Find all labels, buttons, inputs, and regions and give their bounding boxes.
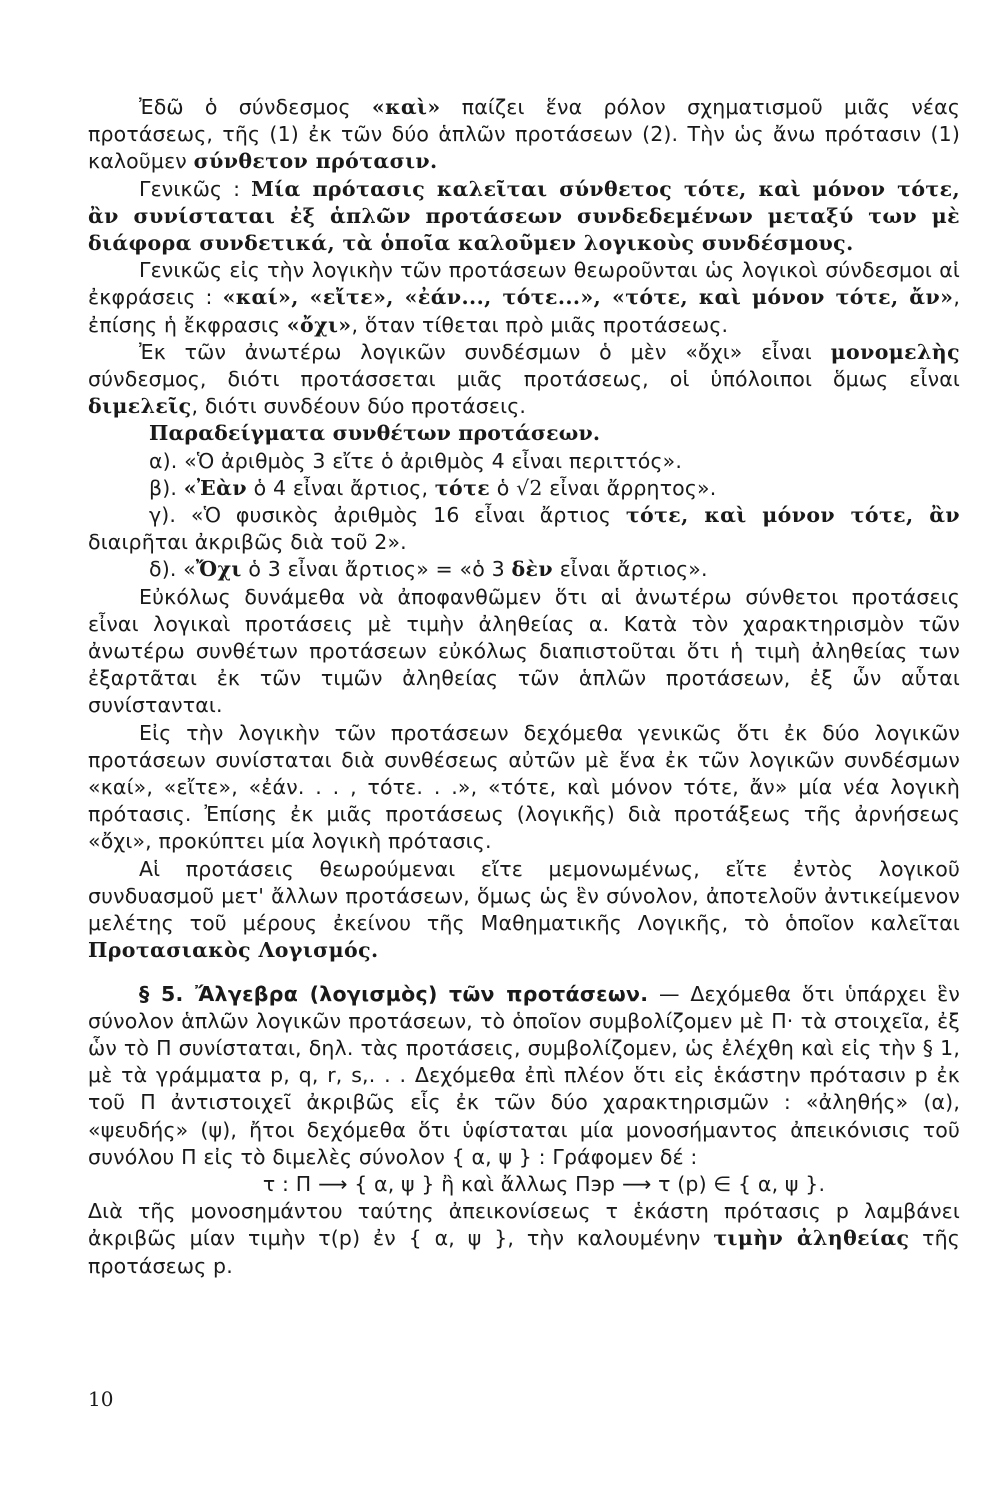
paragraph-6: Εἰς τὴν λογικὴν τῶν προτάσεων δεχόμεθα γενικῶς ὅτι ἐκ δύο λογικῶν προτάσεων συνίσταται διὰ συνθέσεως αὐτῶν μὲ ἕνα ἐκ τῶν λογικῶν συνδέσμων «καί», «εἴτε», «ἐάν. . . , τότε. . .», «τότε, καὶ μόνον τότε, ἄν» μία νέα λογικὴ πρότασις. Ἐπίσης ἐκ μιᾶς προτάσεως (λογικῆς) διὰ προτάξεως τῆς ἀρνήσεως «ὄχι», προκύπτει μία λογικὴ πρότασις. xyxy=(88,720,960,854)
text-run: , διότι συνδέουν δύο προτάσεις. xyxy=(191,394,527,419)
bold-run: τότε, καὶ μόνον τότε, ἂν xyxy=(625,503,960,528)
bold-run: «Ἐὰν xyxy=(183,475,247,500)
paragraph-1 xyxy=(88,94,960,176)
text-run: , ὅταν τίθεται πρὸ μιᾶς προτάσεως. xyxy=(351,312,729,337)
bold-run: τιμὴν ἀληθείας xyxy=(713,1226,910,1251)
text-run: ὁ 3 εἶναι ἄρτιος» = «ὁ 3 xyxy=(241,557,512,582)
paragraph-7 xyxy=(88,856,960,965)
text-run: ὁ 4 εἶναι ἄρτιος, xyxy=(246,475,435,500)
text-run: γ). «Ὁ φυσικὸς ἀριθμὸς 16 εἶναι ἄρτιος xyxy=(149,503,626,528)
text-run: εἶναι ἄρτιος». xyxy=(553,557,708,582)
example-alpha: α). «Ὁ ἀριθμὸς 3 εἴτε ὁ ἀριθμὸς 4 εἶναι περιττός». xyxy=(149,448,683,473)
examples-heading: Παραδείγματα συνθέτων προτάσεων. xyxy=(149,421,601,446)
mapping-formula: τ : Π ⟶ { α, ψ } ἢ καὶ ἄλλως Πэр ⟶ τ (p) ∈ { α, ψ }. xyxy=(262,1171,826,1196)
paragraph-5: Εὐκόλως δυνάμεθα νὰ ἀποφανθῶμεν ὅτι αἱ ἀνωτέρω σύνθετοι προτάσεις εἶναι λογικαὶ προτάσεις μὲ τιμὴν ἀληθείας α. Κατὰ τὸν χαρακτηρισμὸν τῶν ἀνωτέρω συνθέτων προτάσεων εὐκόλως διαπιστοῦται ὅτι ἡ τιμὴ ἀληθείας των ἐξαρτᾶται ἐκ τῶν τιμῶν ἀληθείας τῶν ἁπλῶν προτάσεων, ἐξ ὧν αὗται συνίστανται. xyxy=(88,584,960,718)
text-run: Αἱ προτάσεις θεωρούμεναι εἴτε μεμονωμένως, εἴτε ἐντὸς λογικοῦ συνδυασμοῦ μετ' ἄλλων προτάσεων, ὅμως ὡς ἓν σύνολον, ἀποτελοῦν ἀντικείμενον μελέτης τοῦ μέρους ἐκείνου τῆς Μαθηματικῆς Λογικῆς, τὸ ὁποῖον καλεῖται xyxy=(88,856,960,936)
bold-run: τότε xyxy=(434,475,491,500)
paragraph-4 xyxy=(88,339,960,421)
text-run: διαιρῆται ἀκριβῶς διὰ τοῦ 2». xyxy=(88,530,407,555)
section-5-last-paragraph xyxy=(88,1198,960,1280)
text-run: Γενικῶς εἰς τὴν λογικὴν τῶν προτάσεων θεωροῦνται ὡς λογικοὶ σύνδεσμοι αἱ ἐκφράσεις : xyxy=(88,258,960,310)
bold-run: μονομελὴς xyxy=(830,339,960,364)
text-run: ὁ xyxy=(490,475,517,500)
text-run: Ἐκ τῶν ἀνωτέρω λογικῶν συνδέσμων ὁ μὲν «ὄχι» εἶναι xyxy=(139,339,831,364)
text-run: Ἐδῶ ὁ σύνδεσμος xyxy=(139,95,372,119)
text-run: εἶναι ἄρρητος». xyxy=(542,475,717,500)
example-beta xyxy=(88,475,960,502)
bold-run: «καί», «εἴτε», «ἐάν..., τότε...», «τότε, καὶ μόνον τότε, ἄν» xyxy=(222,285,954,310)
example-delta xyxy=(88,556,960,583)
text-run: σύνδεσμος, διότι προτάσσεται μιᾶς προτάσεως, οἱ ὑπόλοιποι ὅμως εἶναι xyxy=(88,367,960,392)
bold-run: σύνθετον πρότασιν. xyxy=(193,149,438,174)
bold-run: διμελεῖς xyxy=(88,394,192,419)
section-5-paragraph xyxy=(88,981,960,1171)
text-run: τῆς προτάσεως p. xyxy=(88,1226,960,1278)
text-run: παίζει ἕνα ρόλον σχηματισμοῦ μιᾶς νέας προτάσεως, τῆς (1) ἐκ τῶν δύο ἁπλῶν προτάσεων (2). Τὴν ὡς ἄνω πρότασιν (1) καλοῦμεν xyxy=(88,95,961,174)
paragraph-3 xyxy=(88,257,960,339)
text-run: β). xyxy=(149,475,184,500)
section-title: § 5. Ἄλγεβρα (λογισμὸς) τῶν προτάσεων. xyxy=(139,981,649,1006)
text-run: δ). « xyxy=(149,557,196,582)
bold-run: Ὄχι xyxy=(195,557,242,582)
text-run: — Δεχόμεθα ὅτι ὑπάρχει ἓν σύνολον ἁπλῶν λογικῶν προτάσεων, τὸ ὁποῖον συμβολίζομεν μὲ Π· τὰ στοιχεῖα, ἐξ ὧν τὸ Π συνίσταται, δηλ. τὰς προτάσεις, συμβολίζομεν, ὡς ἐλέχθη καὶ εἰς τὴν § 1, μὲ τὰ γράμματα p, q, r, s,. . . Δεχόμεθα ἐπὶ πλέον ὅτι εἰς ἑκάστην πρότασιν p ἐκ τοῦ Π ἀντιστοιχεῖ ἀκριβῶς εἷς ἐκ τῶν δύο χαρακτηρισμῶν : «ἀληθής» (α), «ψευδής» (ψ), ἤτοι δεχόμεθα ὅτι ὑφίσταται μία μονοσήμαντος ἀπεικόνισις τοῦ συνόλου Π εἰς τὸ διμελὲς σύνολον { α, ψ } : Γράφομεν δέ : xyxy=(88,981,960,1169)
bold-run: «καὶ» xyxy=(371,95,441,119)
example-gamma xyxy=(88,502,960,556)
page-body xyxy=(88,94,960,1280)
bold-run: «ὄχι» xyxy=(286,312,352,337)
sqrt-two: √2 xyxy=(516,475,543,500)
bold-run: Προτασιακὸς Λογισμός. xyxy=(88,938,379,963)
text-run: Διὰ τῆς μονοσημάντου ταύτης ἀπεικονίσεως τ ἑκάστη πρότασις p λαμβάνει ἀκριβῶς μίαν τιμὴν τ(p) ἐν { α, ψ }, τὴν καλουμένην xyxy=(88,1199,960,1251)
paragraph-2 xyxy=(88,176,960,258)
definition-bold: Μία πρότασις καλεῖται σύνθετος τότε, καὶ μόνον τότε, ἂν συνίσταται ἐξ ἁπλῶν προτάσεων συνδεδεμένων μεταξύ των μὲ διάφορα συνδετικά, τὰ ὁποῖα καλοῦμεν λογικοὺς συνδέσμους. xyxy=(88,176,960,256)
text-run: , ἐπίσης ἡ ἔκφρασις xyxy=(88,285,960,337)
text-run: Γενικῶς : xyxy=(139,176,252,201)
page-number: 10 xyxy=(88,1387,114,1411)
bold-run: δὲν xyxy=(511,557,554,582)
